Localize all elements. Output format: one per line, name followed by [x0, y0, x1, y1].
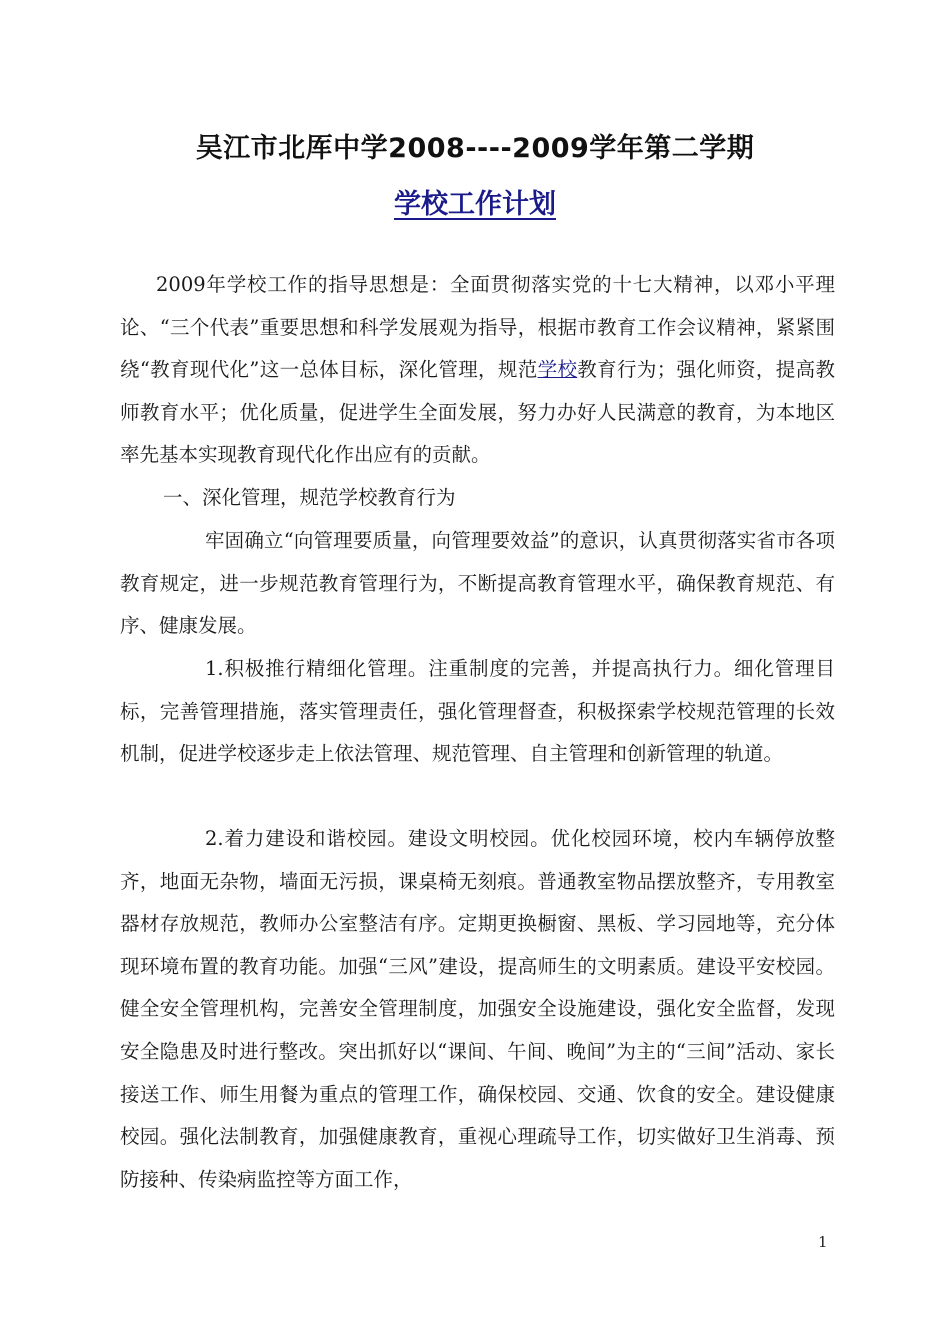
school-link[interactable]: 学校 — [537, 358, 578, 382]
page-number: 1 — [818, 1233, 828, 1251]
intro-text-start: 2009年学校工作的指导思想是：全面贯彻落实党的十七大精神，以邓小平理论、“三个代表”重要思想和科学发展观为指导，根据市教育工作会议精神，紧紧围绕“教育现代化”这一总体目标，深化管理，规范 — [120, 273, 835, 382]
item-2-paragraph: 2.着力建设和谐校园。建设文明校园。优化校园环境，校内车辆停放整齐，地面无杂物，墙面无污损，课桌椅无刻痕。普通教室物品摆放整齐，专用教室器材存放规范，教师办公室整洁有序。定期更换橱窗、黑板、学习园地等，充分体现环境布置的教育功能。加强“三风”建设，提高师生的文明素质。建设平安校园。健全安全管理机构，完善安全管理制度，加强安全设施建设，强化安全监督，发现安全隐患及时进行整改。突出抓好以“课间、午间、晚间”为主的“三间”活动、家长接送工作、师生用餐为重点的管理工作，确保校园、交通、饮食的安全。建设健康校园。强化法制教育，加强健康教育，重视心理疏导工作，切实做好卫生消毒、预防接种、传染病监控等方面工作， — [120, 827, 835, 1191]
section-heading-1: 一、深化管理，规范学校教育行为 — [163, 486, 456, 509]
section1-intro-paragraph: 牢固确立“向管理要质量，向管理要效益”的意识，认真贯彻落实省市各项教育规定，进一步规范教育管理行为，不断提高教育管理水平，确保教育规范、有序、健康发展。 — [120, 529, 835, 638]
document-subtitle — [0, 182, 950, 221]
subtitle-text[interactable]: 学校工作计划 — [394, 189, 556, 220]
intro-paragraph — [120, 264, 835, 477]
item-1-paragraph: 1.积极推行精细化管理。注重制度的完善，并提高执行力。细化管理目标，完善管理措施，落实管理责任，强化管理督查，积极探索学校规范管理的长效机制，促进学校逐步走上依法管理、规范管理、自主管理和创新管理的轨道。 — [120, 657, 835, 766]
intro-text-end: 教育行为；强化师资，提高教师教育水平；优化质量，促进学生全面发展，努力办好人民满意的教育，为本地区率先基本实现教育现代化作出应有的贡献。 — [120, 358, 835, 467]
document-title: 吴江市北厍中学2008----2009学年第二学期 — [195, 133, 755, 164]
